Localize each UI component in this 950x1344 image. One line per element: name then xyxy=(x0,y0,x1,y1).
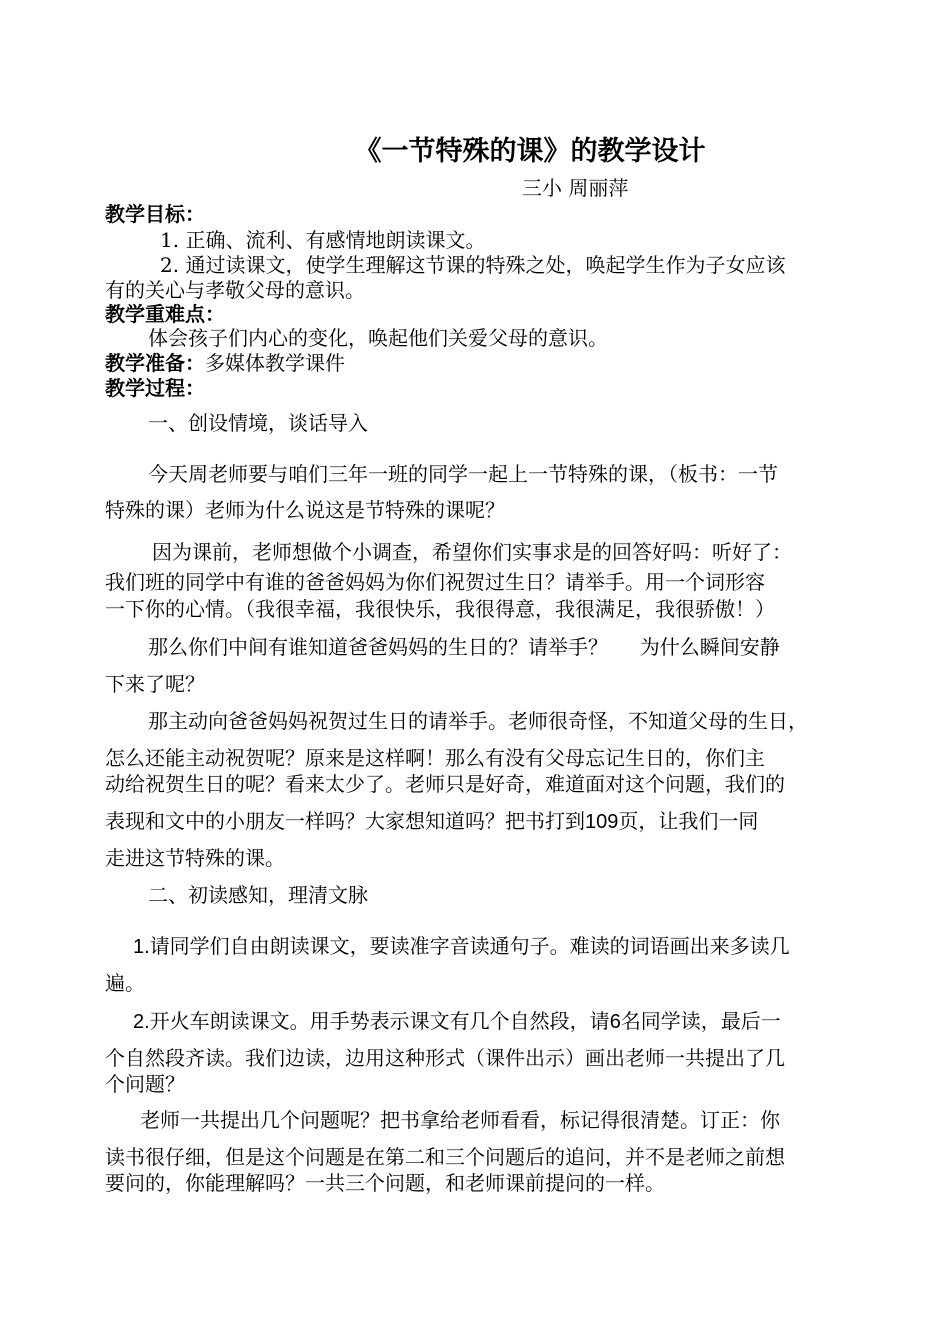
item-2-line-1 xyxy=(133,1009,873,1034)
paragraph-2-line-2: 我们班的同学中有谁的爸爸妈妈为你们祝贺过生日？请举手。用一个词形容 xyxy=(105,570,765,594)
author-line: 三小 周丽萍 xyxy=(522,176,629,200)
paragraph-4-line-4-text-b: 页，让我们一同 xyxy=(618,809,759,833)
paragraph-3-line-2: 下来了呢？ xyxy=(105,672,205,696)
item-2-line-3: 个问题？ xyxy=(105,1072,185,1096)
paragraph-5-line-3: 要问的，你能理解吗？一共三个问题，和老师课前提问的一样。 xyxy=(105,1171,665,1195)
paragraph-1-line-1: 今天周老师要与咱们三年一班的同学一起上一节特殊的课，（板书：一节 xyxy=(148,462,778,486)
goals-heading: 教学目标： xyxy=(105,202,205,226)
key-points-heading: 教学重难点： xyxy=(105,302,225,326)
paragraph-5-line-1: 老师一共提出几个问题呢？把书拿给老师看看，标记得很清楚。订正：你 xyxy=(140,1108,780,1132)
item-2-text-a: 开火车朗读课文。用手势表示课文有几个自然段，请 xyxy=(149,1009,610,1033)
paragraph-4-line-4-text-a: 表现和文中的小朋友一样吗？大家想知道吗？把书打到 xyxy=(105,809,585,833)
section-1-heading: 一、创设情境，谈话导入 xyxy=(148,411,368,435)
paragraph-4-line-4 xyxy=(105,809,845,834)
goal-item-1: 1. 正确、流利、有感情地朗读课文。 xyxy=(160,228,486,252)
item-1-line-2: 遍。 xyxy=(105,971,145,995)
goal-item-2-line-1: 2. 通过读课文，使学生理解这节课的特殊之处，唤起学生作为子女应该 xyxy=(160,253,786,277)
student-count: 6 xyxy=(609,1011,621,1033)
page-number: 109 xyxy=(585,811,619,833)
paragraph-5-line-2: 读书很仔细，但是这个问题是在第二和三个问题后的追问，并不是老师之前想 xyxy=(105,1145,785,1169)
paragraph-4-line-1: 那主动向爸爸妈妈祝贺过生日的请举手。老师很奇怪，不知道父母的生日， xyxy=(148,709,808,733)
goal-item-2-line-2: 有的关心与孝敬父母的意识。 xyxy=(105,278,365,302)
paragraph-3-line-1: 那么你们中间有谁知道爸爸妈妈的生日的？请举手？ 为什么瞬间安静 xyxy=(148,635,780,659)
preparation-line xyxy=(105,351,845,375)
preparation-text: 多媒体教学课件 xyxy=(205,351,345,375)
item-2-text-b: 名同学读，最后一 xyxy=(620,1009,781,1033)
item-1-number: 1. xyxy=(133,936,150,958)
section-2-heading: 二、初读感知，理清文脉 xyxy=(148,883,368,907)
paragraph-4-line-2: 怎么还能主动祝贺呢？原来是这样啊！那么有没有父母忘记生日的，你们主 xyxy=(105,746,765,770)
paragraph-4-line-5: 走进这节特殊的课。 xyxy=(105,846,285,870)
item-1-line-1 xyxy=(133,934,873,959)
paragraph-2-line-3: 一下你的心情。（我很幸福，我很快乐，我很得意，我很满足，我很骄傲！） xyxy=(105,597,775,621)
item-2-line-2: 个自然段齐读。我们边读，边用这种形式（课件出示）画出老师一共提出了几 xyxy=(105,1046,785,1070)
key-points-text: 体会孩子们内心的变化，唤起他们关爱父母的意识。 xyxy=(148,326,608,350)
item-2-number: 2. xyxy=(133,1011,150,1033)
item-1-text: 请同学们自由朗读课文，要读准字音读通句子。难读的词语画出来多读几 xyxy=(149,934,790,958)
process-heading: 教学过程： xyxy=(105,376,205,400)
paragraph-2-line-1: 因为课前，老师想做个小调查，希望你们实事求是的回答好吗：听好了： xyxy=(152,540,792,564)
preparation-heading: 教学准备： xyxy=(105,351,205,375)
document-title: 《一节特殊的课》的教学设计 xyxy=(354,136,706,167)
paragraph-1-line-2: 特殊的课）老师为什么说这是节特殊的课呢？ xyxy=(105,498,505,522)
paragraph-4-line-3: 动给祝贺生日的呢？看来太少了。老师只是好奇，难道面对这个问题，我们的 xyxy=(105,772,785,796)
